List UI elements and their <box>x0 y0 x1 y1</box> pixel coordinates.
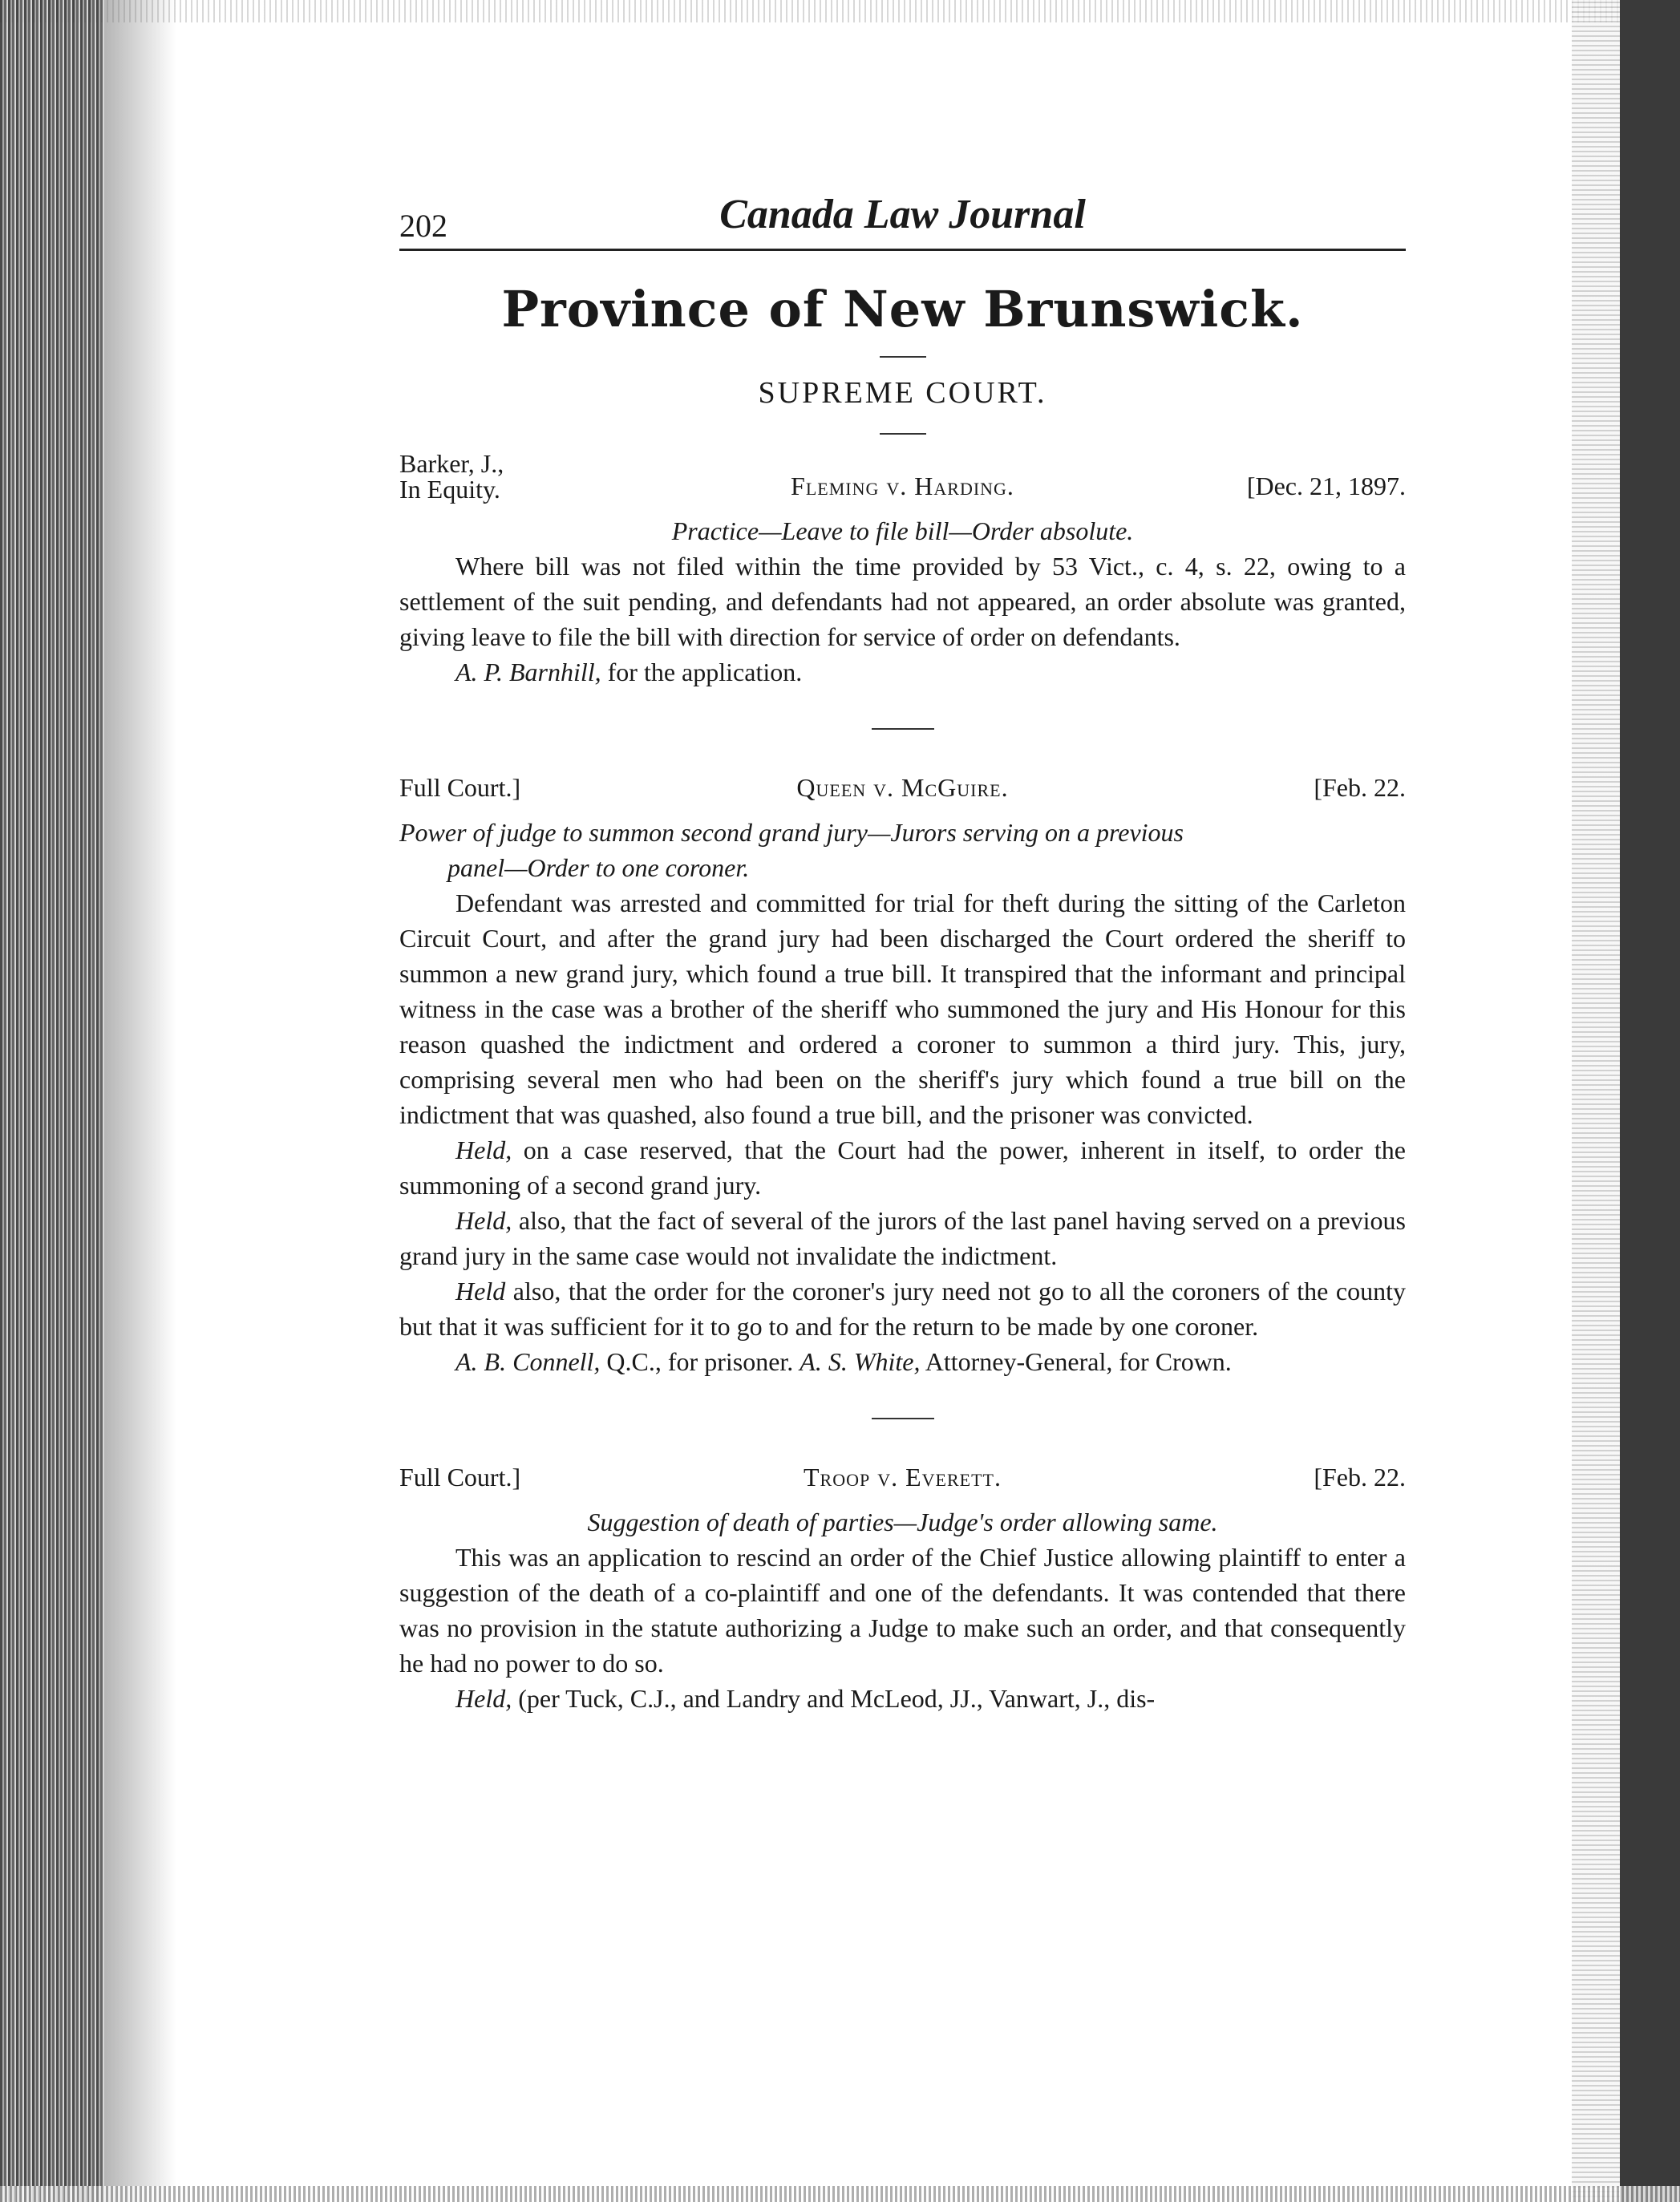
counsel-name: A. P. Barnhill, <box>455 658 601 686</box>
counsel-role: Attorney-General, for Crown. <box>920 1347 1232 1376</box>
case-paragraph: This was an application to rescind an order of the Chief Justice allowing plaintiff to enter a suggestion of the death of a co-plaintiff and one of the defendants. It was contended that there was no provision in the statute authorizing a Judge to make such an order, and that consequently he had no power to do so. <box>399 1543 1406 1678</box>
held-word: Held, <box>455 1684 512 1713</box>
held-word: Held, <box>455 1206 512 1235</box>
scan-edge-bottom <box>0 2186 1680 2202</box>
case-heading <box>399 449 1406 508</box>
case-title: Fleming v. Harding. <box>791 472 1014 500</box>
divider <box>872 1418 934 1419</box>
headnote-line: panel—Order to one coroner. <box>447 853 750 882</box>
held-word: Held <box>455 1277 506 1305</box>
court-division: In Equity. <box>399 475 500 504</box>
counsel-name: A. S. White, <box>800 1347 921 1376</box>
scan-edge-top <box>0 0 1680 22</box>
journal-title: Canada Law Journal <box>719 192 1086 237</box>
case-queen-mcguire <box>399 770 1406 1379</box>
case-date: [Feb. 22. <box>1314 773 1406 802</box>
holding-text: also, that the fact of several of the jurors of the last panel having served on a previous grand jury in the same case would not invalidate the indictment. <box>399 1206 1406 1270</box>
running-head <box>399 184 1406 251</box>
court-label: Full Court.] <box>399 773 521 802</box>
divider <box>880 356 926 358</box>
holding-paragraph <box>399 1273 1406 1344</box>
case-headnote: Practice—Leave to file bill—Order absolute. <box>671 516 1134 545</box>
case-date: [Feb. 22. <box>1314 1463 1406 1492</box>
divider <box>880 433 926 435</box>
court-label: Full Court.] <box>399 1463 521 1492</box>
page-number: 202 <box>399 208 447 244</box>
holding-paragraph <box>399 1203 1406 1273</box>
scan-edge-right-inner <box>1572 0 1620 2202</box>
case-heading <box>399 1459 1406 1500</box>
case-date: [Dec. 21, 1897. <box>1246 472 1406 500</box>
case-paragraph: Where bill was not filed within the time provided by 53 Vict., c. 4, s. 22, owing to a settlement of the suit pending, and defendants had not appeared, an order absolute was granted, giving leave to file the bill with direction for service of order on defendants. <box>399 552 1406 651</box>
scan-shadow-left <box>104 0 176 2202</box>
case-heading <box>399 770 1406 810</box>
case-title: Troop v. Everett. <box>804 1463 1002 1492</box>
holding-paragraph <box>399 1681 1406 1716</box>
scan-edge-right <box>1620 0 1680 2202</box>
case-troop-everett <box>399 1459 1406 1716</box>
counsel-role: Q.C., for prisoner. <box>600 1347 800 1376</box>
scan-edge-left <box>0 0 104 2202</box>
holding-text: (per Tuck, C.J., and Landry and McLeod, JJ., Vanwart, J., dis- <box>512 1684 1156 1713</box>
case-fleming-harding <box>399 449 1406 690</box>
counsel-line <box>399 1344 1406 1379</box>
counsel-name: A. B. Connell, <box>455 1347 601 1376</box>
journal-page <box>399 184 1406 2109</box>
case-paragraph: Defendant was arrested and committed for trial for theft during the sitting of the Carleton Circuit Court, and after the grand jury had been discharged the Court ordered the sheriff to summon a new grand jury, which found a true bill. It transpired that the informant and principal witness in the case was a brother of the sheriff who summoned the jury and His Honour for this reason quashed the indictment and ordered a coroner to summon a third jury. This, jury, comprising several men who had been on the sheriff's jury which found a true bill on the indictment that was quashed, also found a true bill, and the prisoner was convicted. <box>399 888 1406 1129</box>
held-word: Held, <box>455 1135 512 1164</box>
counsel-role: for the application. <box>601 658 803 686</box>
divider <box>872 728 934 730</box>
case-headnote <box>399 815 1406 885</box>
holding-paragraph <box>399 1132 1406 1203</box>
holding-text: also, that the order for the coroner's jury need not go to all the coroners of the county but that it was sufficient for it to go to and for the return to be made by one coroner. <box>399 1277 1406 1341</box>
case-headnote: Suggestion of death of parties—Judge's order allowing same. <box>587 1508 1218 1536</box>
province-title: Province of New Brunswick. <box>501 280 1304 338</box>
court-name: SUPREME COURT. <box>758 376 1047 410</box>
counsel-line <box>399 654 1406 690</box>
judge-name: Barker, J., <box>399 449 504 478</box>
case-title: Queen v. McGuire. <box>796 773 1009 802</box>
headnote-line: Power of judge to summon second grand jury—Jurors serving on a previous <box>399 818 1184 847</box>
holding-text: on a case reserved, that the Court had the power, inherent in itself, to order the summoning of a second grand jury. <box>399 1135 1406 1200</box>
